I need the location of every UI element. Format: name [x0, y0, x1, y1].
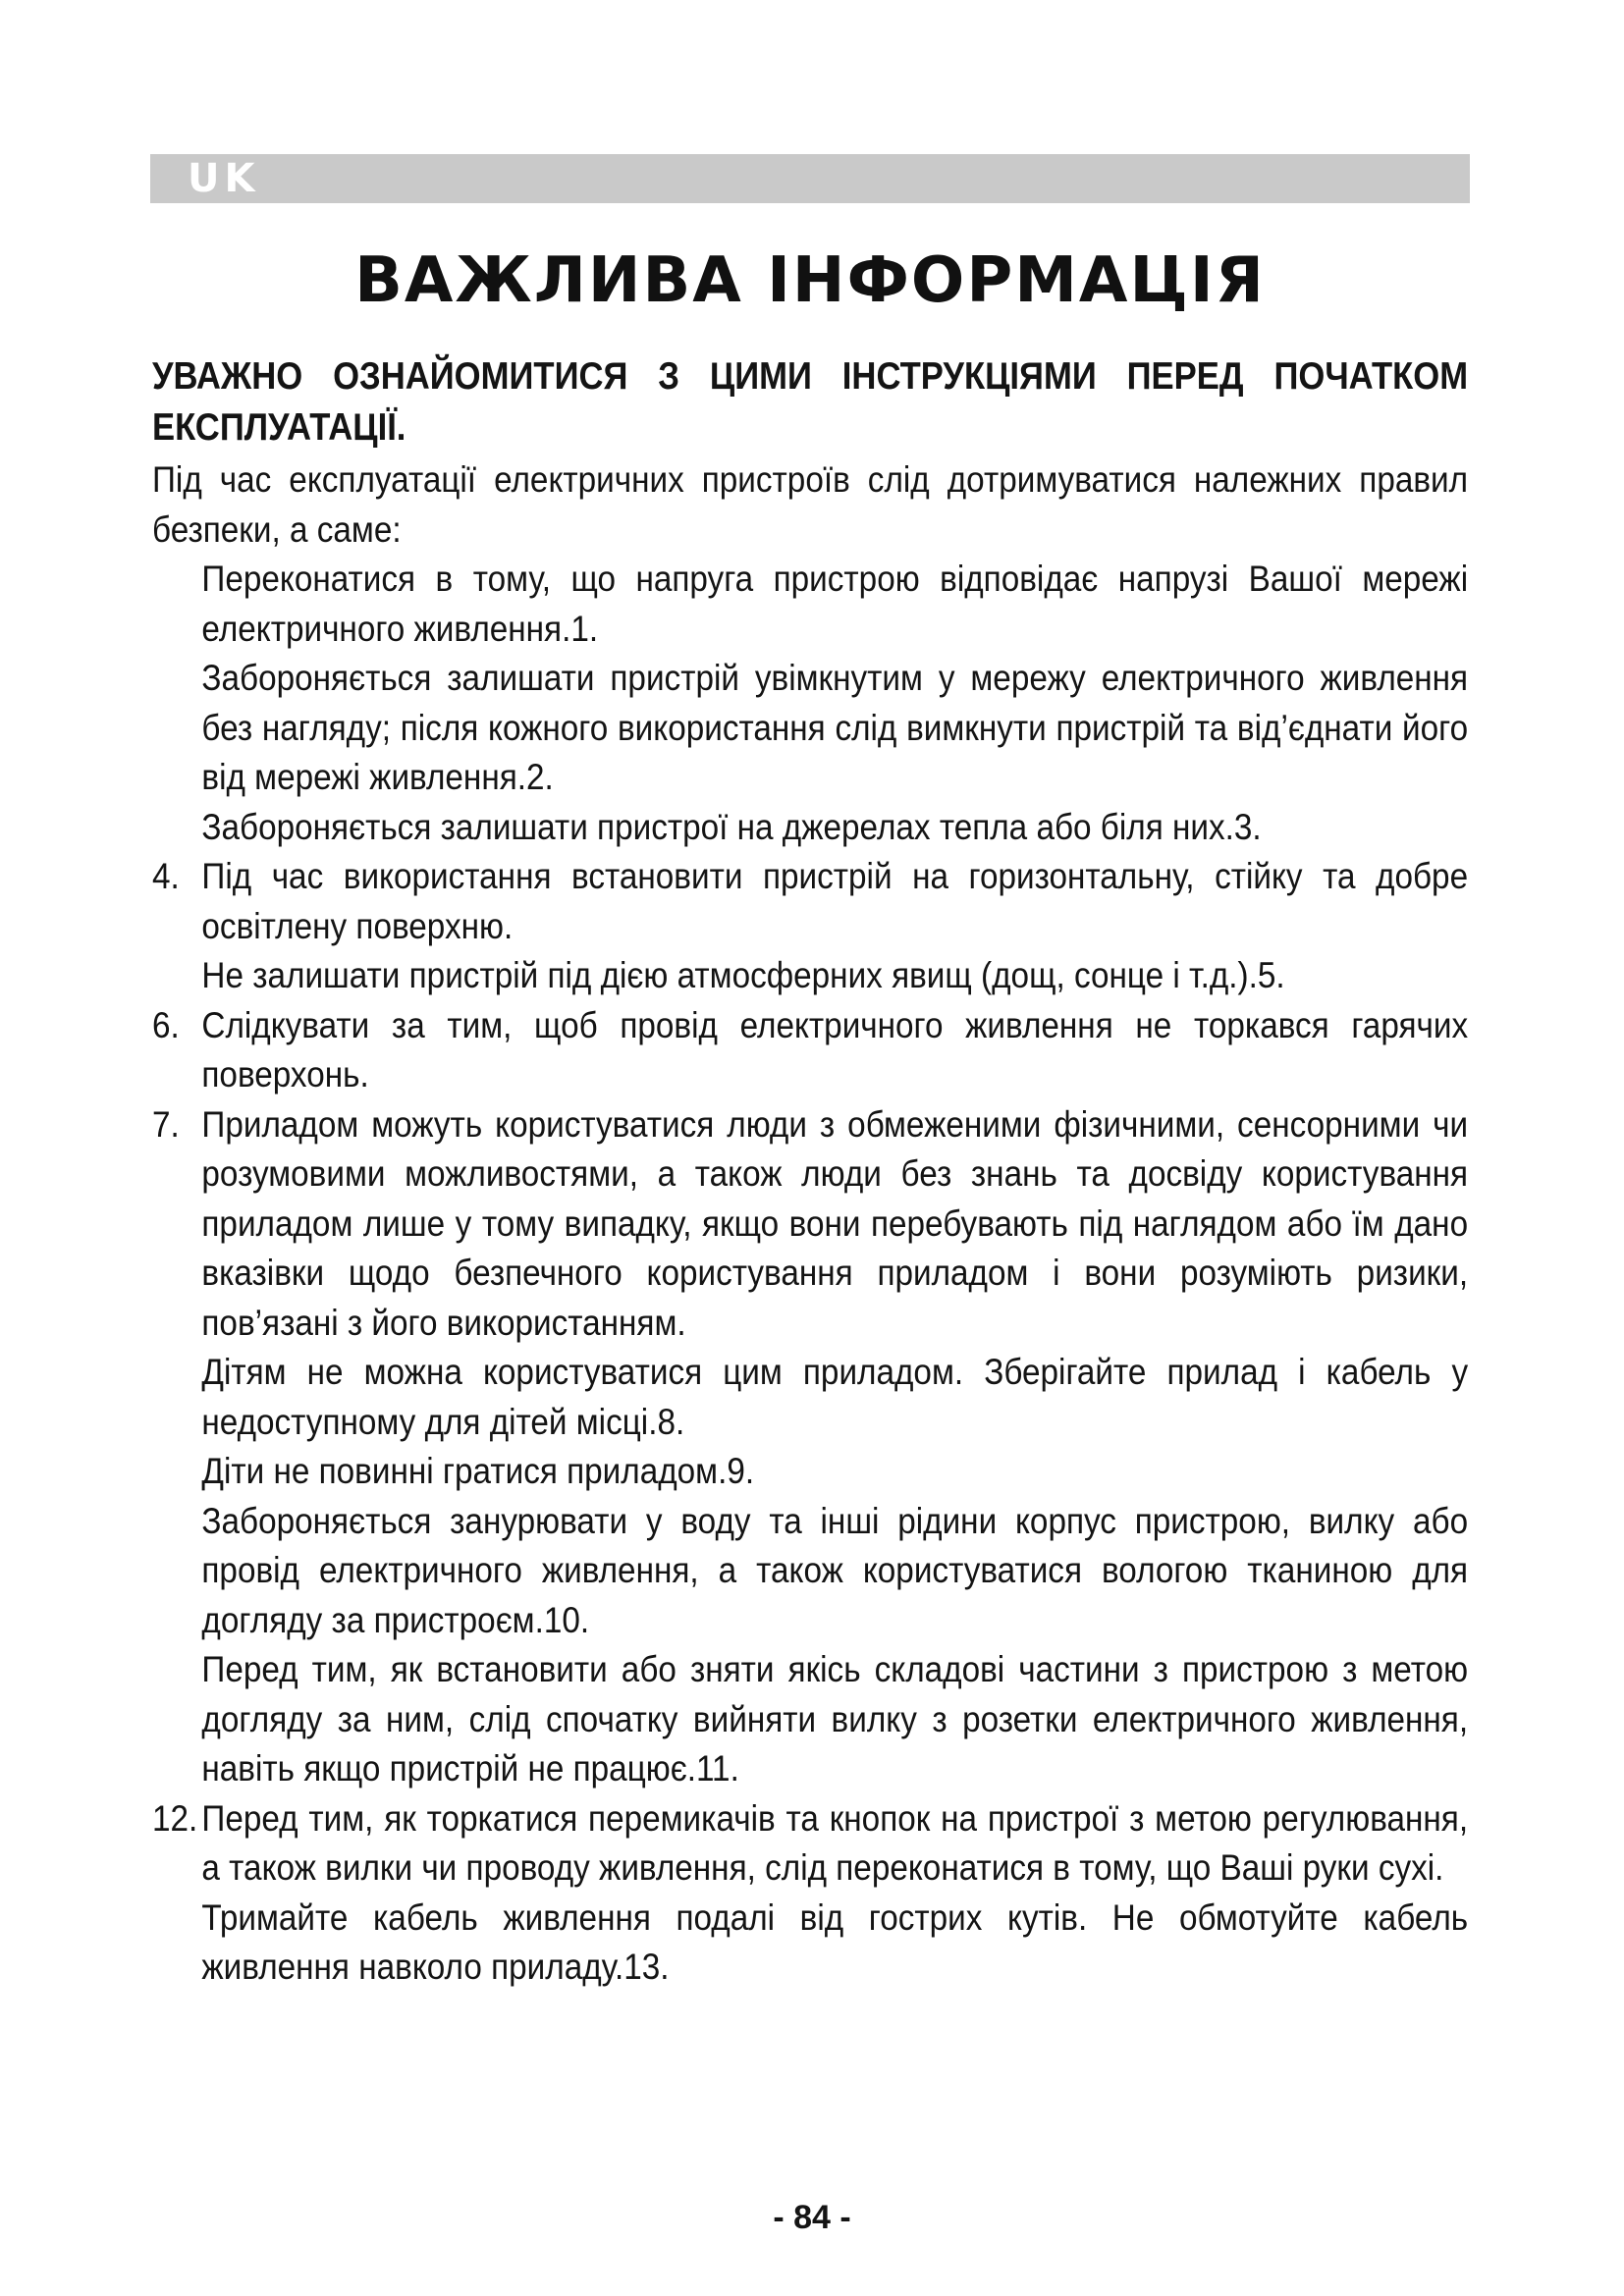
rule-number: 13.	[623, 1947, 670, 1987]
rule-number: 8.	[657, 1401, 685, 1442]
rule-number: 11.	[696, 1748, 739, 1789]
rule-text: Переконатися в тому, що напруга пристрою відповідає напрузі Вашої мережі електричного живлення.	[201, 559, 1469, 649]
rule-text: Перед тим, як торкатися перемикачів та кнопок на пристрої з метою регулювання, а також вилки чи проводу живлення, слід переконатися в тому, що Ваші руки сухі.	[201, 1797, 1469, 1888]
rule-text: Під час використання встановити пристрій на горизонтальну, стійку та добре освітлену поверхню.	[201, 856, 1469, 946]
rule-number: 3.	[1233, 806, 1262, 847]
rule-text: Дітям не можна користуватися цим приладом. Зберігайте прилад і кабель у недоступному для дітей місці.	[201, 1352, 1469, 1442]
safety-rule	[152, 1100, 1468, 1349]
safety-rule	[152, 1894, 1468, 1993]
safety-rule	[152, 1645, 1468, 1794]
page-number: - 84 -	[773, 2199, 851, 2236]
safety-rule	[152, 803, 1468, 853]
rule-number: 9.	[727, 1451, 755, 1491]
rule-text: Перед тим, як встановити або зняти якісь складові частини з пристрою з метою догляду за ним, слід спочатку вийняти вилку з розетки електричного живлення, навіть якщо пристрій не працює.	[201, 1649, 1469, 1789]
rule-number: 5.	[1257, 955, 1285, 995]
rule-text: Забороняється залишати пристрої на джерелах тепла або біля них.	[201, 806, 1234, 847]
safety-rule	[152, 1001, 1468, 1100]
language-code: UK	[188, 156, 260, 201]
rule-number: 12.	[152, 1797, 198, 1839]
safety-rule	[152, 654, 1468, 803]
language-bar	[150, 154, 1470, 203]
rule-text: Слідкувати за тим, щоб провід електричного живлення не торкався гарячих поверхонь.	[201, 1004, 1469, 1095]
safety-rule	[152, 1447, 1468, 1497]
rule-number: 10.	[543, 1599, 590, 1640]
rule-number: 2.	[525, 757, 554, 797]
rule-number: 1.	[570, 608, 599, 649]
rule-text: Не залишати пристрій під дією атмосферних явищ (дощ, сонце і т.д.).	[201, 955, 1258, 995]
warning-heading: УВАЖНО ОЗНАЙОМИТИСЯ З ЦИМИ ІНСТРУКЦІЯМИ ПЕРЕД ПОЧАТКОМ ЕКСПЛУАТАЦІЇ.	[152, 355, 1469, 449]
rule-text: Приладом можуть користуватися люди з обмеженими фізичними, сенсорними чи розумовими можливостями, а також люди без знань та досвіду користування приладом лише у тому випадку, якщо вони перебувають під наглядом або їм дано вказівки щодо безпечного користування приладом і вони розуміють ризики, пов’язані з його використанням.	[201, 1103, 1469, 1343]
safety-rule	[152, 1348, 1468, 1447]
safety-rule	[152, 555, 1468, 654]
safety-rule	[152, 1794, 1468, 1894]
content	[152, 351, 1469, 1993]
safety-rule	[152, 852, 1468, 951]
rule-number	[152, 555, 201, 654]
rule-text: Забороняється залишати пристрій увімкнутим у мережу електричного живлення без нагляду; після кожного використання слід вимкнути пристрій та від’єднати його від мережі живлення.	[201, 658, 1469, 797]
safety-rule	[152, 1497, 1468, 1646]
rule-text: Діти не повинні гратися приладом.	[201, 1451, 728, 1491]
rule-number: 4.	[152, 856, 180, 896]
intro-paragraph: Під час експлуатації електричних пристроїв слід дотримуватися належних правил безпеки, а саме:	[152, 459, 1469, 550]
rule-number: 6.	[152, 1004, 180, 1045]
page-title: ВАЖЛИВА ІНФОРМАЦІЯ	[354, 244, 1266, 317]
rule-text: Тримайте кабель живлення подалі від гострих кутів. Не обмотуйте кабель живлення навколо приладу.	[201, 1896, 1469, 1987]
rule-number: 7.	[152, 1103, 180, 1145]
rule-text: Забороняється занурювати у воду та інші рідини корпус пристрою, вилку або провід електричного живлення, а також користуватися вологою тканиною для догляду за пристроєм.	[201, 1500, 1469, 1640]
safety-rule	[152, 951, 1468, 1001]
